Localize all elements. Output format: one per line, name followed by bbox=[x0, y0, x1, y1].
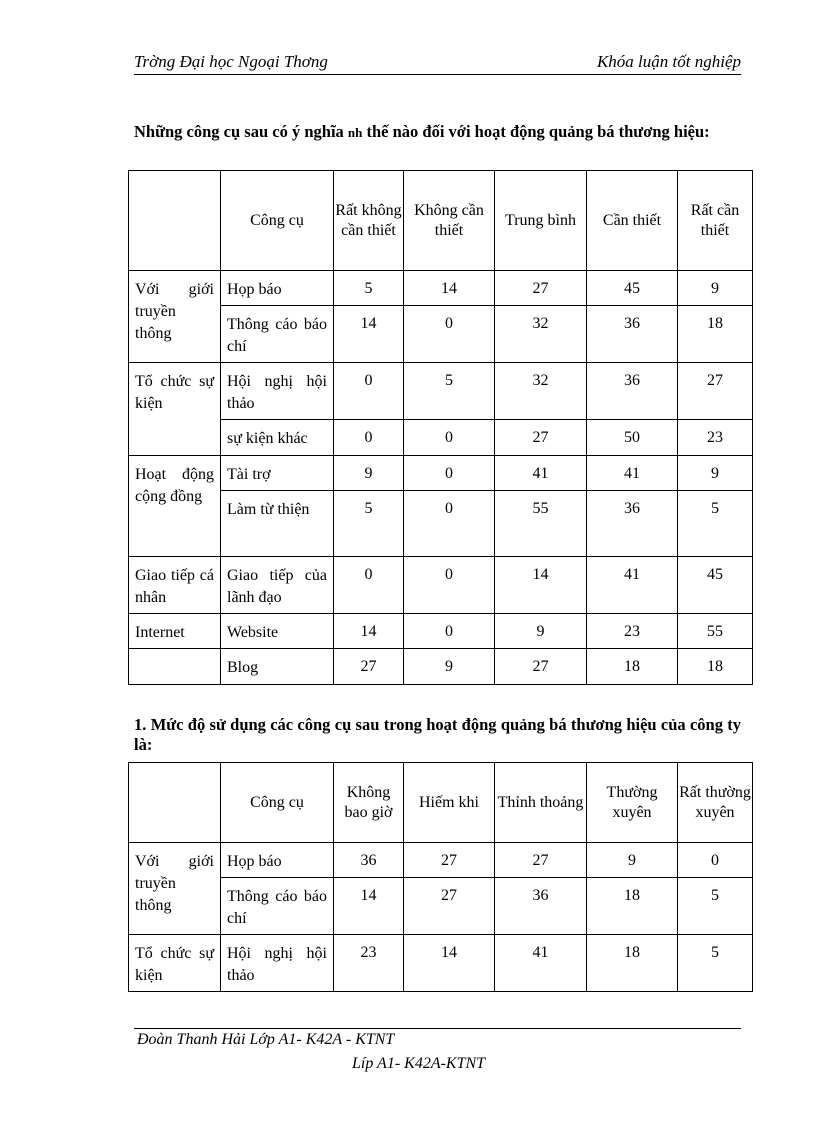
table-row bbox=[129, 491, 753, 557]
value-cell: 14 bbox=[334, 878, 404, 935]
value-cell: 0 bbox=[404, 491, 495, 557]
header-cell: Công cụ bbox=[221, 171, 334, 271]
value-cell: 5 bbox=[404, 363, 495, 420]
tool-cell: Tài trợ bbox=[221, 456, 334, 491]
tool-cell: Blog bbox=[221, 649, 334, 685]
table-row bbox=[129, 935, 753, 992]
table-header-row bbox=[129, 171, 753, 271]
value-cell: 14 bbox=[334, 306, 404, 363]
value-cell: 55 bbox=[495, 491, 587, 557]
value-cell: 14 bbox=[404, 271, 495, 306]
value-cell: 55 bbox=[678, 614, 753, 649]
value-cell: 36 bbox=[587, 363, 678, 420]
tool-cell: Hội nghị hội thảo bbox=[221, 363, 334, 420]
value-cell: 36 bbox=[334, 843, 404, 878]
value-cell: 18 bbox=[678, 306, 753, 363]
value-cell: 32 bbox=[495, 306, 587, 363]
header-cell: Không cần thiết bbox=[404, 171, 495, 271]
value-cell: 50 bbox=[587, 420, 678, 456]
value-cell: 41 bbox=[587, 557, 678, 614]
value-cell: 36 bbox=[587, 491, 678, 557]
tool-cell: Thông cáo báo chí bbox=[221, 878, 334, 935]
group-label: Với giới truyền thông bbox=[129, 271, 221, 363]
value-cell: 9 bbox=[678, 456, 753, 491]
value-cell: 36 bbox=[495, 878, 587, 935]
table-row bbox=[129, 878, 753, 935]
value-cell: 41 bbox=[587, 456, 678, 491]
value-cell: 45 bbox=[587, 271, 678, 306]
value-cell: 5 bbox=[678, 935, 753, 992]
value-cell: 27 bbox=[495, 843, 587, 878]
value-cell: 5 bbox=[678, 878, 753, 935]
value-cell: 27 bbox=[495, 420, 587, 456]
value-cell: 32 bbox=[495, 363, 587, 420]
value-cell: 14 bbox=[404, 935, 495, 992]
table-row bbox=[129, 557, 753, 614]
value-cell: 0 bbox=[404, 420, 495, 456]
tool-cell: Họp báo bbox=[221, 271, 334, 306]
value-cell: 0 bbox=[334, 557, 404, 614]
question1-title: Những công cụ sau có ý nghĩa nh thế nào đối với hoạt động quảng bá thương hiệu: bbox=[134, 122, 710, 141]
value-cell: 18 bbox=[678, 649, 753, 685]
value-cell: 27 bbox=[495, 271, 587, 306]
header-cell bbox=[129, 763, 221, 843]
value-cell: 41 bbox=[495, 456, 587, 491]
value-cell: 9 bbox=[587, 843, 678, 878]
value-cell: 0 bbox=[678, 843, 753, 878]
header-cell: Cần thiết bbox=[587, 171, 678, 271]
header-cell: Thỉnh thoảng bbox=[495, 763, 587, 843]
group-label bbox=[129, 649, 221, 685]
value-cell: 27 bbox=[404, 843, 495, 878]
value-cell: 27 bbox=[678, 363, 753, 420]
value-cell: 23 bbox=[678, 420, 753, 456]
value-cell: 23 bbox=[587, 614, 678, 649]
tool-cell: Website bbox=[221, 614, 334, 649]
value-cell: 41 bbox=[495, 935, 587, 992]
value-cell: 0 bbox=[334, 363, 404, 420]
value-cell: 36 bbox=[587, 306, 678, 363]
header-cell: Trung bình bbox=[495, 171, 587, 271]
table-row bbox=[129, 843, 753, 878]
header-cell: Rất không cần thiết bbox=[334, 171, 404, 271]
header-cell: Hiếm khi bbox=[404, 763, 495, 843]
value-cell: 45 bbox=[678, 557, 753, 614]
group-label: Tổ chức sự kiện bbox=[129, 363, 221, 456]
tool-cell: Thông cáo báo chí bbox=[221, 306, 334, 363]
value-cell: 0 bbox=[404, 456, 495, 491]
value-cell: 0 bbox=[404, 306, 495, 363]
footer-class: Líp A1- K42A-KTNT bbox=[352, 1055, 486, 1072]
header-school: Trờng Đại học Ngoại Thơng bbox=[134, 52, 328, 71]
group-label: Hoạt động cộng đồng bbox=[129, 456, 221, 557]
tool-cell: Làm từ thiện bbox=[221, 491, 334, 557]
value-cell: 18 bbox=[587, 935, 678, 992]
group-label: Internet bbox=[129, 614, 221, 649]
question2-title: 1. Mức độ sử dụng các công cụ sau trong hoạt động quảng bá thương hiệu của công ty là: bbox=[134, 715, 742, 754]
value-cell: 27 bbox=[495, 649, 587, 685]
value-cell: 27 bbox=[334, 649, 404, 685]
table-row bbox=[129, 363, 753, 420]
value-cell: 18 bbox=[587, 878, 678, 935]
value-cell: 9 bbox=[404, 649, 495, 685]
footer-author: Đoàn Thanh Hải Lớp A1- K42A - KTNT bbox=[137, 1031, 395, 1048]
value-cell: 5 bbox=[678, 491, 753, 557]
table-row bbox=[129, 306, 753, 363]
value-cell: 14 bbox=[495, 557, 587, 614]
value-cell: 0 bbox=[404, 614, 495, 649]
tool-cell: Họp báo bbox=[221, 843, 334, 878]
table-header-row bbox=[129, 763, 753, 843]
tool-cell: sự kiện khác bbox=[221, 420, 334, 456]
value-cell: 18 bbox=[587, 649, 678, 685]
value-cell: 0 bbox=[404, 557, 495, 614]
page-header bbox=[134, 52, 741, 75]
header-thesis: Khóa luận tốt nghiệp bbox=[596, 52, 741, 71]
table-row bbox=[129, 456, 753, 491]
table-row bbox=[129, 420, 753, 456]
table-row bbox=[129, 649, 753, 685]
header-cell: Rất thường xuyên bbox=[678, 763, 753, 843]
survey-table-1 bbox=[128, 170, 753, 685]
value-cell: 9 bbox=[495, 614, 587, 649]
header-cell: Rất cần thiết bbox=[678, 171, 753, 271]
header-cell: Không bao giờ bbox=[334, 763, 404, 843]
value-cell: 5 bbox=[334, 271, 404, 306]
survey-table-2 bbox=[128, 762, 753, 992]
tool-cell: Hội nghị hội thảo bbox=[221, 935, 334, 992]
value-cell: 5 bbox=[334, 491, 404, 557]
table-row bbox=[129, 614, 753, 649]
table-row bbox=[129, 271, 753, 306]
group-label: Với giới truyền thông bbox=[129, 843, 221, 935]
value-cell: 9 bbox=[334, 456, 404, 491]
footer-divider bbox=[134, 1028, 741, 1029]
tool-cell: Giao tiếp của lãnh đạo bbox=[221, 557, 334, 614]
value-cell: 27 bbox=[404, 878, 495, 935]
value-cell: 9 bbox=[678, 271, 753, 306]
value-cell: 0 bbox=[334, 420, 404, 456]
group-label: Giao tiếp cá nhân bbox=[129, 557, 221, 614]
header-cell bbox=[129, 171, 221, 271]
value-cell: 23 bbox=[334, 935, 404, 992]
value-cell: 14 bbox=[334, 614, 404, 649]
header-cell: Công cụ bbox=[221, 763, 334, 843]
group-label: Tổ chức sự kiện bbox=[129, 935, 221, 992]
header-cell: Thường xuyên bbox=[587, 763, 678, 843]
